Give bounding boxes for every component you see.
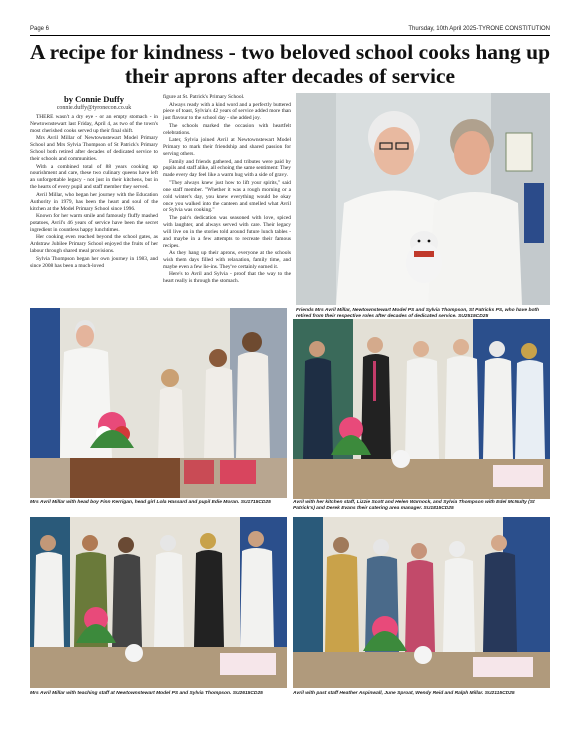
article-column-2	[163, 94, 291, 286]
header-rule	[30, 35, 550, 36]
photo-caption: Avril with her kitchen staff, Lizzie Scott and Helen Warnock, and Sylvia Thompson with Edel McNulty (St Patrick's) and Derek Evans their catering area manager. SU1815CD25	[293, 500, 535, 511]
paragraph: Later, Sylvia joined Avril at Newtownstewart Model Primary to mark their friendship and shared passion for serving others.	[163, 137, 291, 158]
paragraph: Known for her warm smile and famously fluffy mashed potatoes, Avril's 46 years of service have been the secret ingredient in countless happy lunchtimes.	[30, 213, 158, 233]
headline: A recipe for kindness - two beloved school cooks hang up their aprons after decades of service	[29, 40, 551, 88]
page-number: Page 6	[30, 26, 50, 32]
author-email[interactable]: connie.duffy@tyronecon.co.uk	[56, 105, 132, 111]
paragraph: Mrs Avril Millar of Newtownstewart Model Primary School and Mrs Sylvia Thompson of St Patrick's Primary School both retired after decades of dedicated service to their schools and communities.	[30, 135, 158, 163]
photo-illustration	[296, 93, 550, 305]
page-header	[30, 26, 550, 38]
paragraph: Family and friends gathered, and tributes were paid by pupils and staff alike, all echoing the same sentiment: They made every day feel like a warm hug with a side of gravy.	[163, 158, 291, 179]
photo-illustration	[30, 308, 287, 498]
photo-illustration	[30, 517, 287, 688]
photo-illustration	[293, 517, 550, 688]
dateline: Thursday, 10th April 2025-TYRONE CONSTITUTION	[408, 26, 550, 32]
paragraph: The pair's dedication was seasoned with love, spiced with laughter, and always served with care. Their legacy will live on in the stories told around future lunch tables - and maybe in a few attempts to recreate their famous recipes.	[163, 214, 291, 249]
photo-caption: Mrs Avril Millar with teaching staff at Newtownstewart Model PS and Sylvia Thompson. SU2615CD25	[30, 691, 263, 696]
paragraph: With a combined total of 88 years cooking up nourishment and care, these two culinary queens have left an unforgettable legacy - not just in their kitchens, but in the hearts of every pupil and staff member they served.	[30, 163, 158, 191]
paragraph: Avril Millar, who began her journey with the Education Authority in 1979, has been the heart and soul of the kitchen at the Model Primary School since 1996.	[30, 191, 158, 212]
paragraph: Her cooking even reached beyond the school gates, as Ardstraw Jubilee Primary School enjoyed the fruits of her labour through shared meal provisions.	[30, 234, 158, 255]
paragraph: The schools marked the occasion with heartfelt celebrations.	[163, 122, 291, 136]
paragraph: THERE wasn't a dry eye - or an empty stomach - in Newtownstewart last Friday, April 4, as two of the town's most cherished cooks served up their final shift.	[30, 114, 158, 134]
paragraph: Sylvia Thompson began her own journey in 1983, and since 2008 has been a much-loved	[30, 255, 158, 269]
paragraph: As they hang up their aprons, everyone at the schools wish them days filled with relaxation, family time, and maybe even a few lie-ins. They've certainly earned it.	[163, 250, 291, 270]
photo-kitchen-staff	[293, 319, 550, 499]
paragraph: "They always knew just how to lift your spirits," said one staff member. "Whether it was a rough morning or a cold winter's day, you knew everything would be okay once you walked into the canteen and smelled what Avril or Sylvia was cooking."	[163, 179, 291, 214]
photo-teaching-staff	[30, 517, 287, 688]
article-column-1	[30, 114, 158, 270]
photo-past-staff	[293, 517, 550, 688]
photo-illustration	[293, 319, 550, 499]
byline	[30, 94, 158, 112]
paragraph: figure at St. Patrick's Primary School.	[163, 94, 245, 100]
photo-avril-pupils	[30, 308, 287, 498]
author-name: by Connie Duffy	[64, 94, 124, 104]
paragraph: Here's to Avril and Sylvia - proof that the way to the heart really is through the stomach.	[163, 271, 291, 285]
photo-caption: Mrs Avril Millar with head boy Finn Kerrigan, head girl Lola Hassard and pupil Edie Moran. SU1715CD25	[30, 500, 271, 505]
paragraph: Always ready with a kind word and a perfectly buttered piece of toast, Sylvia's 42 years of service added more than just flavour to the school day - she added joy.	[163, 101, 291, 122]
photo-caption: Avril with past staff Heather Aspinwall, June Sproat, Wendy Reid and Ralph Millar. SU2115CD25	[293, 691, 515, 696]
photo-caption: Friends Mrs Avril Millar, Newtownstewart Model PS and Sylvia Thompson, St Patricks PS, who have both retired from their respective roles after decades of dedicated service. SU2515CD25	[296, 308, 540, 319]
photo-avril-sylvia	[296, 93, 550, 305]
